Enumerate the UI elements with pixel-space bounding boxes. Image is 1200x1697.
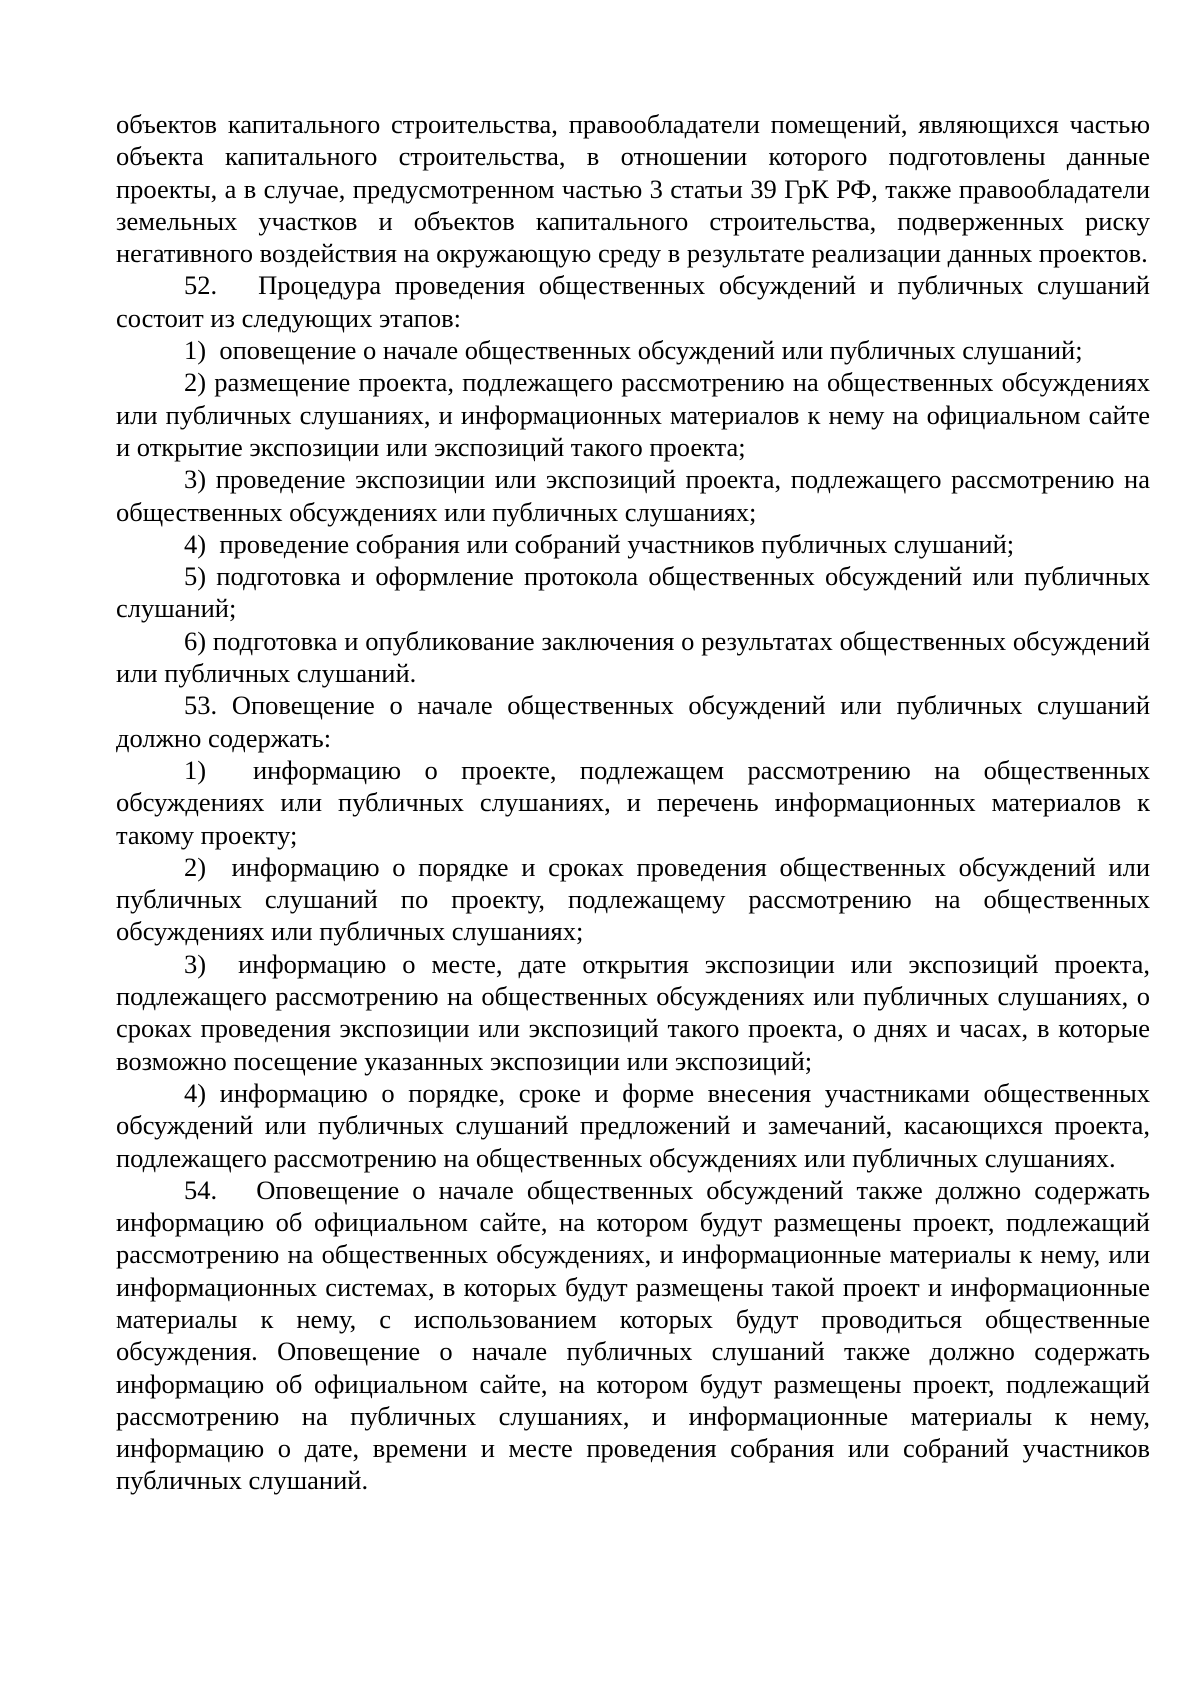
paragraph-52 (116, 269, 1150, 334)
list-item-text: проведение собрания или собраний участников публичных слушаний; (219, 528, 1015, 559)
list-item-52-3 (116, 463, 1150, 528)
list-item-53-1 (116, 754, 1150, 851)
paragraph-continuation (116, 108, 1150, 269)
paragraph-text: объектов капитального строительства, правообладатели помещений, являющихся частью объекта капитального строительства, в отношении которого подготовлены данные проекты, а в случае, предусмотренном частью 3 статьи 39 ГрК РФ, также правообладатели земельных участков и объектов капитального строительства, подверженных риску негативного воздействия на окружающую среду в результате реализации данных проектов. (116, 109, 1150, 269)
list-item-text: размещение проекта, подлежащего рассмотрению на общественных обсуждениях или публичных слушаниях, и информационных материалов к нему на официальном сайте и открытие экспозиции или экспозиций такого проекта; (116, 367, 1150, 462)
list-item-53-3 (116, 948, 1150, 1077)
list-item-text: информацию о проекте, подлежащем рассмотрению на общественных обсуждениях или публичных слушаниях, и перечень информационных материалов к такому проекту; (116, 754, 1151, 850)
paragraph-number: 53. (184, 690, 218, 721)
list-item-number: 4) (184, 1077, 207, 1108)
list-item-52-5 (116, 560, 1150, 625)
paragraph-text: Оповещение о начале общественных обсуждений или публичных слушаний должно содержать: (116, 690, 1151, 753)
list-item-number: 2) (184, 367, 207, 398)
list-item-number: 1) (184, 335, 207, 366)
paragraph-53 (116, 689, 1150, 754)
list-item-52-1 (116, 334, 1150, 366)
list-item-number: 3) (184, 948, 207, 979)
list-item-number: 4) (184, 528, 207, 559)
paragraph-text: Оповещение о начале общественных обсуждений также должно содержать информацию об официальном сайте, на котором будут размещены проект, подлежащий рассмотрению на общественных обсуждениях, и информационные материалы к нему, или информационных системах, в которых будут размещены такой проект и информационные материалы к нему, с использованием которых будут проводиться общественные обсуждения. Оповещение о начале публичных слушаний также должно содержать информацию об официальном сайте, на котором будут размещены проект, подлежащий рассмотрению на публичных слушаниях, и информационные материалы к нему, информацию о дате, времени и месте проведения собрания или собраний участников публичных слушаний. (116, 1174, 1150, 1496)
document-page (116, 108, 1150, 1497)
paragraph-54 (116, 1174, 1150, 1497)
list-item-text: информацию о порядке и сроках проведения общественных обсуждений или публичных слушаний по проекту, подлежащему рассмотрению на общественных обсуждениях или публичных слушаниях; (116, 851, 1151, 947)
list-item-text: подготовка и опубликование заключения о результатах общественных обсуждений или публичных слушаний. (116, 625, 1151, 689)
list-item-53-4 (116, 1077, 1150, 1174)
list-item-52-4 (116, 528, 1150, 560)
list-item-text: информацию о порядке, сроке и форме внесения участниками общественных обсуждений или публичных слушаний предложений и замечаний, касающихся проекта, подлежащего рассмотрению на общественных обсуждениях или публичных слушаниях. (116, 1077, 1150, 1173)
list-item-number: 1) (184, 754, 207, 785)
paragraph-number: 52. (184, 270, 218, 301)
list-item-53-2 (116, 851, 1150, 948)
list-item-number: 6) (184, 625, 207, 656)
list-item-52-2 (116, 366, 1150, 463)
list-item-number: 3) (184, 464, 207, 495)
list-item-number: 2) (184, 851, 207, 882)
list-item-text: проведение экспозиции или экспозиций проекта, подлежащего рассмотрению на общественных обсуждениях или публичных слушаниях; (116, 464, 1151, 527)
paragraph-number: 54. (184, 1174, 218, 1205)
paragraph-text: Процедура проведения общественных обсуждений и публичных слушаний состоит из следующих этапов: (116, 270, 1150, 333)
list-item-52-6 (116, 625, 1150, 690)
list-item-text: информацию о месте, дате открытия экспозиции или экспозиций проекта, подлежащего рассмотрению на общественных обсуждениях или публичных слушаниях, о сроках проведения экспозиции или экспозиций такого проекта, о днях и часах, в которые возможно посещение указанных экспозиции или экспозиций; (116, 948, 1150, 1076)
list-item-number: 5) (184, 561, 207, 592)
list-item-text: подготовка и оформление протокола общественных обсуждений или публичных слушаний; (116, 561, 1150, 624)
list-item-text: оповещение о начале общественных обсуждений или публичных слушаний; (219, 335, 1083, 366)
